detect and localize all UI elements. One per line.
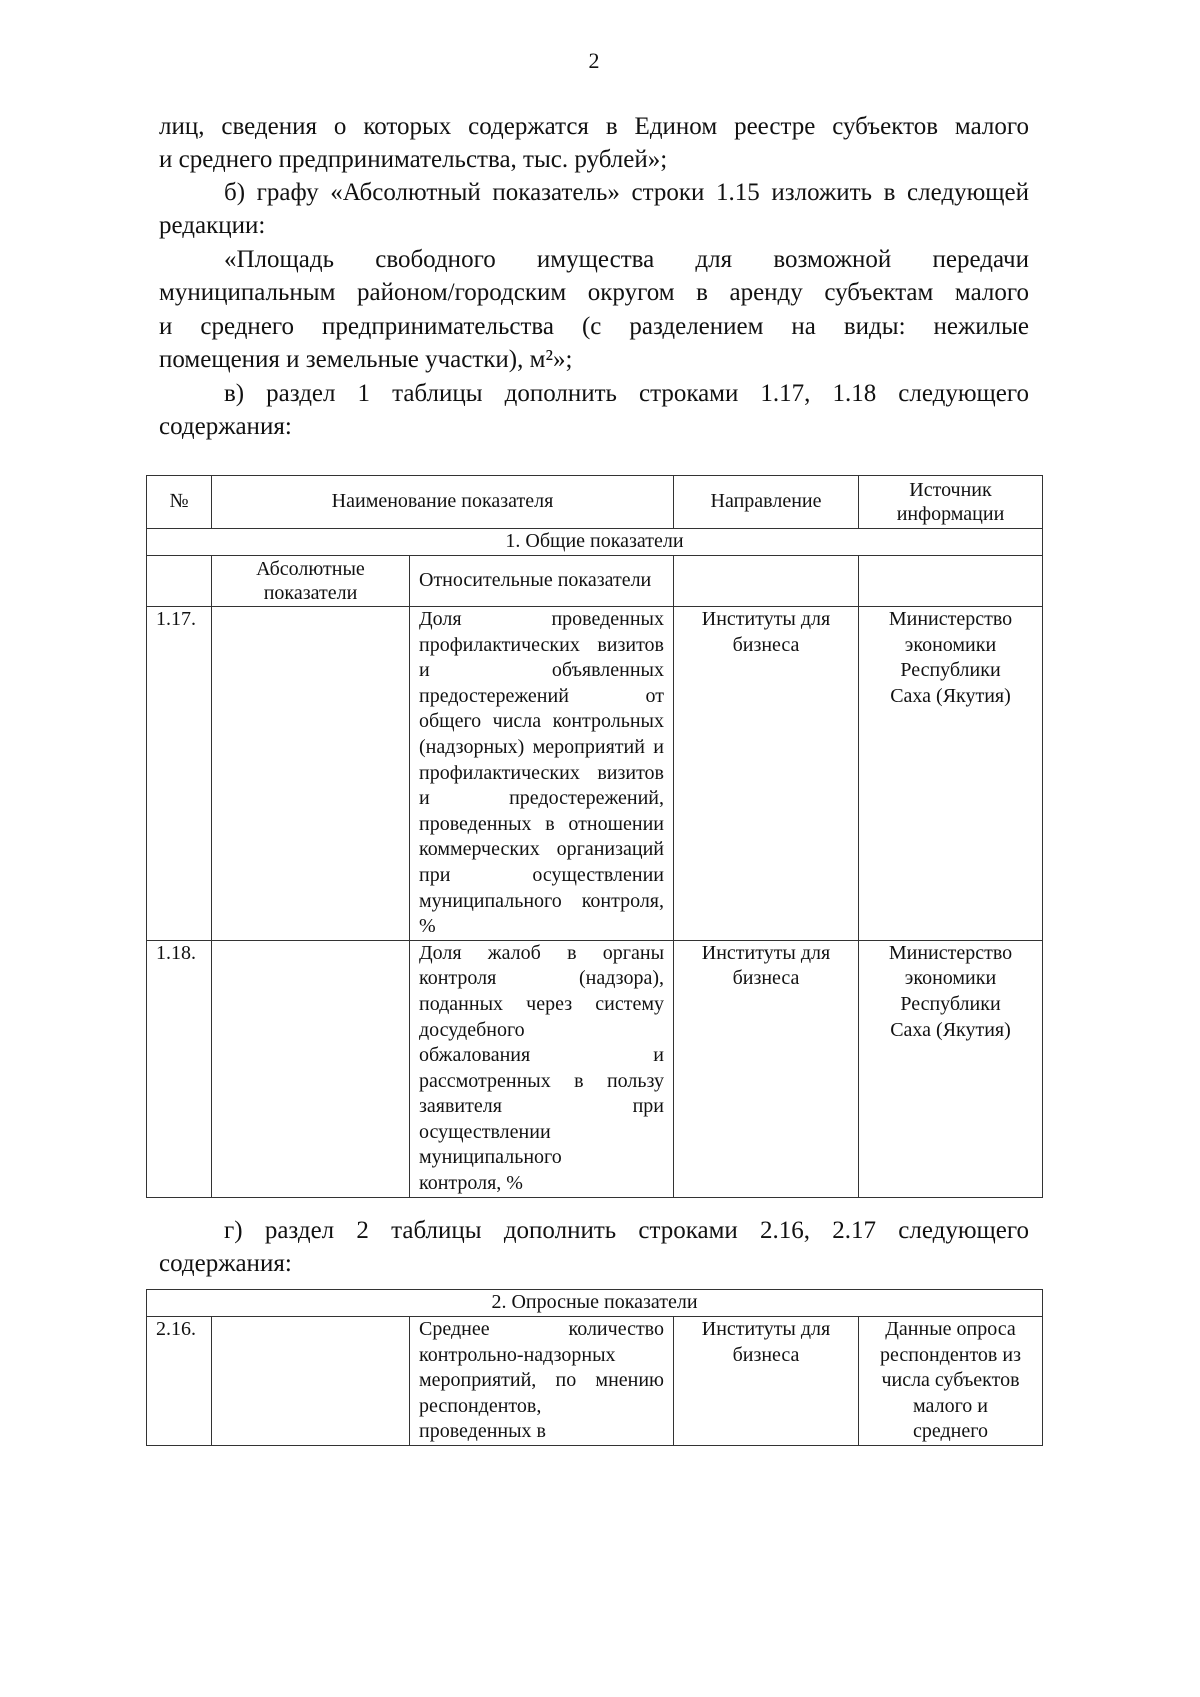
text-line: б) графу «Абсолютный показатель» строки 1.15 изложить в следующей — [224, 179, 1029, 206]
row-number: 2.16. — [147, 1317, 212, 1446]
header-number: № — [147, 476, 212, 529]
direction-cell: Институты для бизнеса — [674, 940, 859, 1197]
text-line: содержания: — [159, 413, 292, 441]
text-line: редакции: — [159, 212, 266, 240]
subheader-absolute: Абсолютные показатели — [212, 556, 410, 607]
indicator-table-section-2 — [146, 1289, 1043, 1446]
source-cell: Данные опроса респондентов из числа субъектов малого и среднего — [859, 1317, 1043, 1446]
text-line: муниципальным районом/городским округом в аренду субъектам малого — [159, 279, 1029, 307]
row-number: 1.17. — [147, 607, 212, 941]
header-direction: Направление — [674, 476, 859, 529]
section-title: 1. Общие показатели — [147, 529, 1043, 556]
source-cell: Министерство экономики Республики Саха (Якутия) — [859, 607, 1043, 941]
header-name: Наименование показателя — [212, 476, 674, 529]
table-row — [147, 940, 1043, 1197]
absolute-cell — [212, 607, 410, 941]
row-number: 1.18. — [147, 940, 212, 1197]
paragraph — [159, 176, 1029, 243]
header-source: Источник информации — [859, 476, 1043, 529]
text-line: г) раздел 2 таблицы дополнить строками 2.16, 2.17 следующего — [224, 1217, 1029, 1244]
relative-indicator-cell: Доля жалоб в органы контроля (надзора), поданных через систему досудебного обжалования и рассмотренных в пользу заявителя при осуществлении муниципального контроля, % — [410, 940, 674, 1197]
direction-cell: Институты для бизнеса — [674, 607, 859, 941]
text-line: и среднего предпринимательства, тыс. рублей»; — [159, 146, 668, 174]
table-row — [147, 1317, 1043, 1446]
text-line: помещения и земельные участки), м²»; — [159, 346, 573, 374]
paragraph — [159, 243, 1029, 377]
text-line: лиц, сведения о которых содержатся в Едином реестре субъектов малого — [159, 113, 1029, 140]
page-number: 2 — [588, 48, 600, 73]
source-cell: Министерство экономики Республики Саха (Якутия) — [859, 940, 1043, 1197]
relative-indicator-cell: Доля проведенных профилактических визитов и объявленных предостережений от общего числа контрольных (надзорных) мероприятий и профилактических визитов и предостережений, проведенных в отношении коммерческих организаций при осуществлении муниципального контроля, % — [410, 607, 674, 941]
paragraph — [159, 1214, 1029, 1281]
absolute-cell — [212, 940, 410, 1197]
text-line: и среднего предпринимательства (с разделением на виды: нежилые — [159, 312, 1029, 340]
indicator-table-section-1 — [146, 475, 1043, 1198]
text-line: «Площадь свободного имущества для возможной передачи — [224, 246, 1029, 273]
relative-indicator-cell: Среднее количество контрольно-надзорных мероприятий, по мнению респондентов, проведенных в — [410, 1317, 674, 1446]
paragraph — [159, 377, 1029, 444]
direction-cell: Институты для бизнеса — [674, 1317, 859, 1446]
text-line: в) раздел 1 таблицы дополнить строками 1.17, 1.18 следующего — [224, 380, 1029, 407]
paragraph — [159, 110, 1029, 177]
absolute-cell — [212, 1317, 410, 1446]
table-row — [147, 607, 1043, 941]
section-title: 2. Опросные показатели — [147, 1290, 1043, 1317]
text-line: содержания: — [159, 1250, 292, 1278]
subheader-relative: Относительные показатели — [410, 556, 674, 607]
